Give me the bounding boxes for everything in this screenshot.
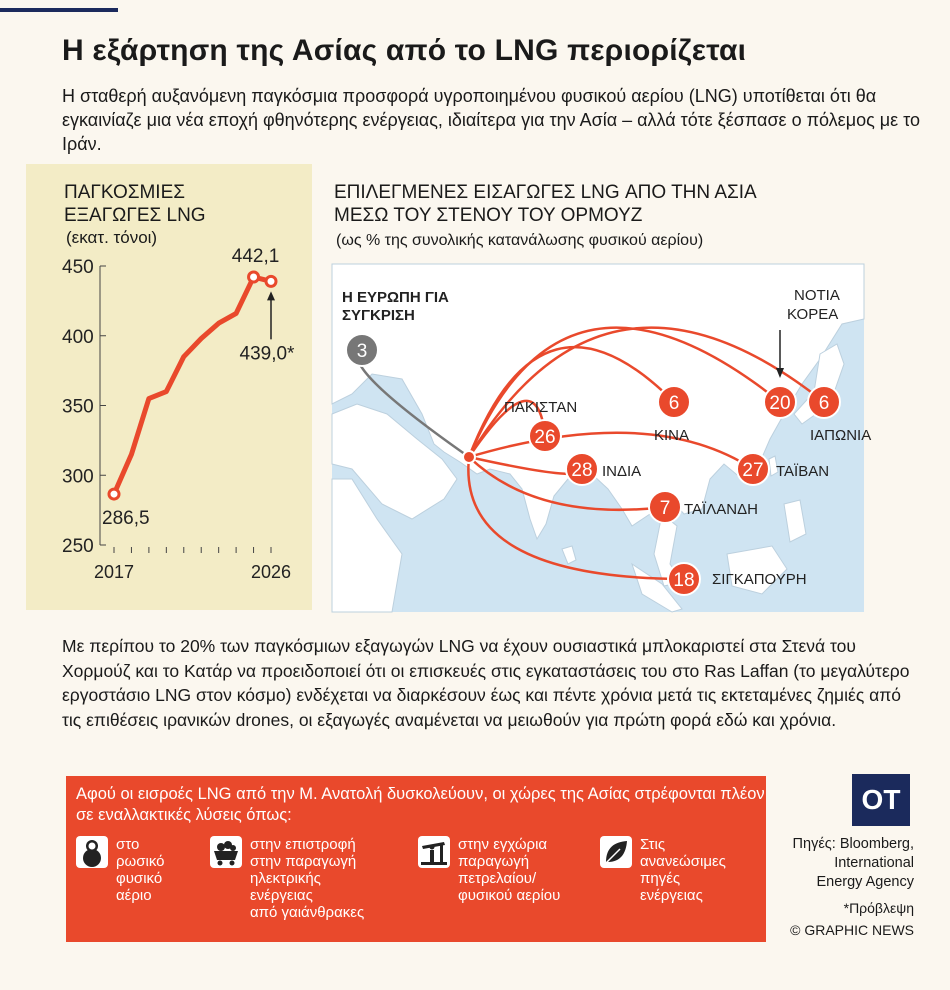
y-tick-label: 450 [62, 257, 94, 278]
hormuz-origin-marker [463, 451, 475, 463]
country-label: ΤΑΪΒΑΝ [776, 463, 830, 480]
y-tick-label: 250 [62, 536, 94, 557]
oil-pump-icon [418, 836, 450, 868]
country-bubble [808, 386, 871, 444]
bubble-value: 18 [673, 570, 695, 591]
exports-title-line1: ΠΑΓΚΟΣΜΙΕΣ [64, 182, 185, 203]
imports-title-line1: ΕΠΙΛΕΓΜΕΝΕΣ ΕΙΣΑΓΩΓΕΣ LNG ΑΠΟ ΤΗΝ ΑΣΙΑ [334, 182, 757, 203]
country-label: ΣΙΓΚΑΠΟΥΡΗ [712, 571, 807, 588]
alternative-renewables [600, 836, 760, 936]
country-label: ΚΙΝΑ [654, 427, 690, 444]
exports-title-line2: ΕΞΑΓΩΓΕΣ LNG [64, 205, 206, 226]
imports-map-title [334, 181, 854, 227]
imports-map [332, 264, 872, 612]
peak-value-label: 442,1 [231, 246, 280, 268]
alternatives-box [66, 776, 766, 942]
bubble-value: 6 [818, 393, 830, 414]
exports-chart-title [64, 181, 304, 227]
bubble-value: 27 [742, 460, 764, 481]
data-point [109, 489, 119, 499]
bubble-value: 7 [659, 498, 671, 519]
alternative-coal [210, 836, 410, 936]
bubble-value: 6 [668, 393, 680, 414]
bubble-value: 28 [571, 460, 593, 481]
coal-cart-icon [210, 836, 242, 868]
data-point [249, 272, 259, 282]
copyright: © GRAPHIC NEWS [790, 922, 914, 938]
country-bubble [764, 386, 796, 418]
alternative-russian-gas [76, 836, 196, 936]
sources-text: Πηγές: Bloomberg, International Energy Agency [792, 836, 914, 890]
matryoshka-icon [76, 836, 108, 868]
country-label: ΙΝΔΙΑ [602, 463, 642, 480]
y-tick-label: 400 [62, 326, 94, 348]
data-point [266, 276, 276, 286]
country-label: ΠΑΚΙΣΤΑΝ [504, 399, 578, 416]
bubble-value: 20 [769, 393, 791, 414]
land-sri-lanka [562, 546, 576, 564]
land-philippines [784, 500, 806, 542]
forecast-note: *Πρόβλεψη [843, 900, 914, 916]
y-tick-label: 350 [62, 396, 94, 418]
alternatives-heading: Αφού οι εισροές LNG από την Μ. Ανατολή δυσκολεύουν, οι χώρες της Ασίας στρέφονται πλέον σε εναλλακτικές λύσεις όπως: [76, 785, 765, 824]
alternative-renewables-text: Στις ανανεώσιμες πηγές ενέργειας [640, 836, 726, 904]
korea-label-line1: ΝΟΤΙΑ [794, 287, 840, 304]
alternative-russian-gas-text: στο ρωσικό φυσικό αέριο [116, 836, 165, 904]
page-title: Η εξάρτηση της Ασίας από το LNG περιορίζεται [62, 34, 747, 67]
bubble-value: 26 [534, 427, 556, 448]
imports-title-line2: ΜΕΣΩ ΤΟΥ ΣΤΕΝΟΥ ΤΟΥ ΟΡΜΟΥΖ [334, 205, 643, 226]
imports-map-subtitle: (ως % της συνολικής κατανάλωσης φυσικού αερίου) [336, 232, 704, 249]
korea-label-line2: ΚΟΡΕΑ [787, 306, 839, 323]
alternative-coal-text: στην επιστροφή στην παραγωγή ηλεκτρικής ενέργειας από γαιάνθρακες [250, 836, 365, 921]
country-label: ΤΑΪΛΑΝΔΗ [684, 501, 758, 518]
start-value-label: 286,5 [102, 508, 150, 530]
exports-series-line [114, 277, 271, 494]
exports-unit-label: (εκατ. τόνοι) [66, 228, 158, 247]
alternative-domestic-oil-gas-text: στην εγχώρια παραγωγή πετρελαίου/ φυσικού αερίου [458, 836, 561, 904]
x-tick-label: 2017 [93, 562, 135, 582]
leaf-icon [600, 836, 632, 868]
x-tick-label: 2026 [250, 562, 292, 582]
europe-label-line2: ΣΥΓΚΡΙΣΗ [342, 307, 415, 324]
imports-map-svg [332, 264, 872, 612]
country-bubble [737, 453, 829, 485]
top-accent-bar [0, 8, 118, 12]
ot-logo: OT [852, 774, 910, 826]
europe-label-line1: Η ΕΥΡΩΠΗ ΓΙΑ [342, 289, 449, 306]
exports-line-chart [26, 240, 312, 600]
forecast-value-label: 439,0* [239, 343, 295, 365]
bubble-value: 3 [356, 341, 368, 362]
forecast-arrow-head [267, 291, 275, 300]
body-text: Με περίπου το 20% των παγκόσμιων εξαγωγών LNG να έχουν ουσιαστικά μπλοκαριστεί στα Στενά του Χορμούζ και το Κατάρ να προειδοποιεί ότι οι επισκευές στις εγκαταστάσεις του στο Ras Laffan (το μεγαλύτερο εργοστάσιο LNG στον κόσμο) ενδέχεται να διαρκέσουν έως και πέντε χρόνια μετά τις εκτεταμένες ζημιές από τις επιθέσεις ιρανικών drones, οι εξαγωγές αναμένεται να μειωθούν για πρώτη φορά εδώ και χρόνια. [62, 636, 910, 730]
country-bubble [346, 334, 378, 366]
intro-text: Η σταθερή αυξανόμενη παγκόσμια προσφορά υγροποιημένου φυσικού αερίου (LNG) υποτίθεται ότι θα εγκαινίαζε μια νέα εποχή φθηνότερης ενέργειας, ιδιαίτερα για την Ασία – αλλά τότε ξέσπασε ο πόλεμος με το Ιράν. [62, 86, 921, 154]
y-tick-label: 300 [62, 466, 94, 488]
country-label: ΙΑΠΩΝΙΑ [810, 427, 872, 444]
alternative-domestic-oil-gas [418, 836, 598, 936]
